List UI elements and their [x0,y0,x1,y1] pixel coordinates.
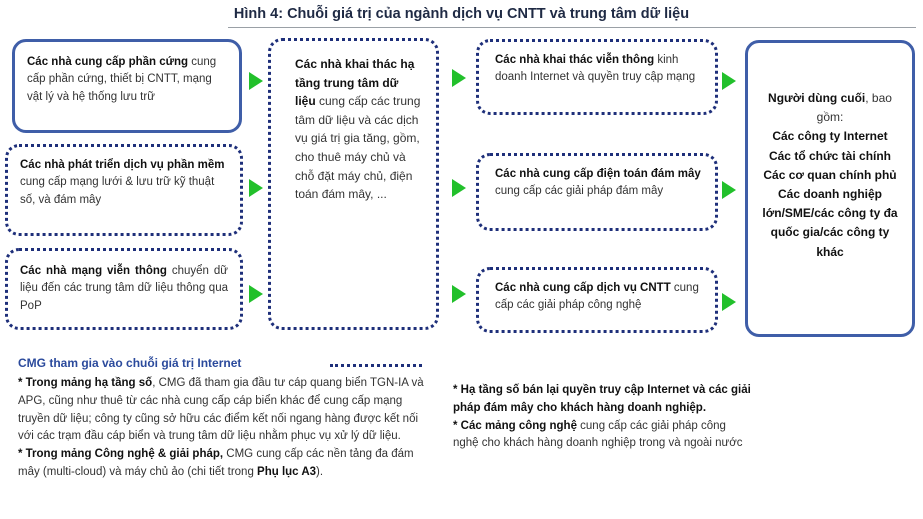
datacenter-operators-title: Các nhà khai thác hạ tầng trung tâm dữ liệu [295,57,415,109]
end-user-item: Các doanh nghiệp lớn/SME/các công ty đa quốc gia/các công ty khác [762,186,898,259]
cmg-notes-right [453,382,753,453]
end-users-title: Người dùng cuối [768,91,866,105]
end-user-item: Các công ty Internet [772,129,888,144]
end-users-heading [756,89,904,127]
datacenter-operators-box [268,38,439,330]
arrow-dc-to-telecom [452,69,466,87]
note-technology [18,446,432,482]
hardware-providers-title: Các nhà cung cấp phần cứng [27,56,189,68]
telecom-networks-title: Các nhà mạng viễn thông [20,265,167,277]
note-technology-text: CMG cung cấp các nền tảng đa đám mây (multi-cloud) và máy chủ ảo (chi tiết trong [18,448,414,479]
cmg-notes-left [18,375,432,482]
telecom-operators-box [476,39,718,115]
it-service-providers-box [476,267,718,333]
arrow-dc-to-it [452,285,466,303]
end-users-box [745,40,915,337]
hardware-providers-box [12,39,242,133]
end-users-intro: , bao gồm: [816,91,892,125]
note-resell [453,382,753,418]
arrow-telecom-to-users [722,72,736,90]
telecom-operators-text: kinh doanh Internet và quyền truy cập mạng [495,54,696,84]
note-technology-tail: ). [316,466,324,479]
arrow-hardware-to-dc [249,72,263,90]
arrow-network-to-dc [249,285,263,303]
note-infrastructure [18,375,432,446]
hardware-providers-text: cung cấp phần cứng, thiết bị CNTT, mạng vật lý và hệ thống lưu trữ [27,56,217,103]
software-developers-text: cung cấp mạng lưới & lưu trữ kỹ thuật số, và đám mây [20,176,215,206]
software-developers-box [5,144,243,236]
cloud-providers-title: Các nhà cung cấp điện toán đám mây [495,168,701,180]
it-service-providers-title: Các nhà cung cấp dịch vụ CNTT [495,282,671,294]
arrow-cloud-to-users [722,181,736,199]
end-user-item: Các tổ chức tài chính [768,148,892,163]
software-developers-title: Các nhà phát triển dịch vụ phần mềm [20,159,225,171]
note-technology-bold: * Trong mảng Công nghệ & giải pháp, [18,448,224,461]
figure-title: Hình 4: Chuỗi giá trị của ngành dịch vụ CNTT và trung tâm dữ liệu [233,6,690,22]
arrow-dc-to-cloud [452,179,466,197]
end-user-item: Các cơ quan chính phủ [763,167,897,182]
note-tech-segment-text: cung cấp các giải pháp công nghệ cho khách hàng doanh nghiệp trong và ngoài nước [453,419,743,450]
datacenter-operators-text: cung cấp các trung tâm dữ liệu và các dịch vụ giá trị gia tăng, gồm, cho thuê máy chủ và chỗ đặt máy chủ, điện toán đám mây, ... [295,94,421,202]
note-appendix-ref: Phụ lục A3 [257,466,317,479]
cloud-providers-text: cung cấp các giải pháp đám mây [495,185,664,198]
arrow-it-to-users [722,293,736,311]
note-resell-bold: * Hạ tầng số bán lại quyền truy cập Internet và các giải pháp đám mây cho khách hàng doanh nghiệp. [453,384,751,414]
arrow-software-to-dc [249,179,263,197]
it-service-providers-text: cung cấp các giải pháp công nghệ [495,282,699,312]
cloud-providers-box [476,153,718,231]
cmg-notes-rule [330,364,422,367]
telecom-operators-title: Các nhà khai thác viễn thông [495,54,655,66]
title-rule [228,27,916,28]
note-infrastructure-bold: * Trong mảng hạ tầng số [18,377,153,389]
cmg-notes-heading: CMG tham gia vào chuỗi giá trị Internet [18,356,242,370]
note-tech-segment [453,418,753,454]
telecom-networks-box [5,248,243,330]
note-tech-segment-bold: * Các mảng công nghệ [453,419,577,432]
note-infrastructure-text: , CMG đã tham gia đầu tư cáp quang biển TGN-IA và APG, cũng như thuê từ các nhà cung cấp cáp biển khác để cung cấp mạng truyền dữ liệu; công ty cũng sở hữu các điểm kết nối ngang hàng được kết nối với các trạm đầu cáp biển và trung tâm dữ liệu nhằm phục vụ xử lý dữ liệu. [18,377,424,443]
telecom-networks-text: chuyển dữ liệu đến các trung tâm dữ liệu thông qua PoP [20,265,228,312]
